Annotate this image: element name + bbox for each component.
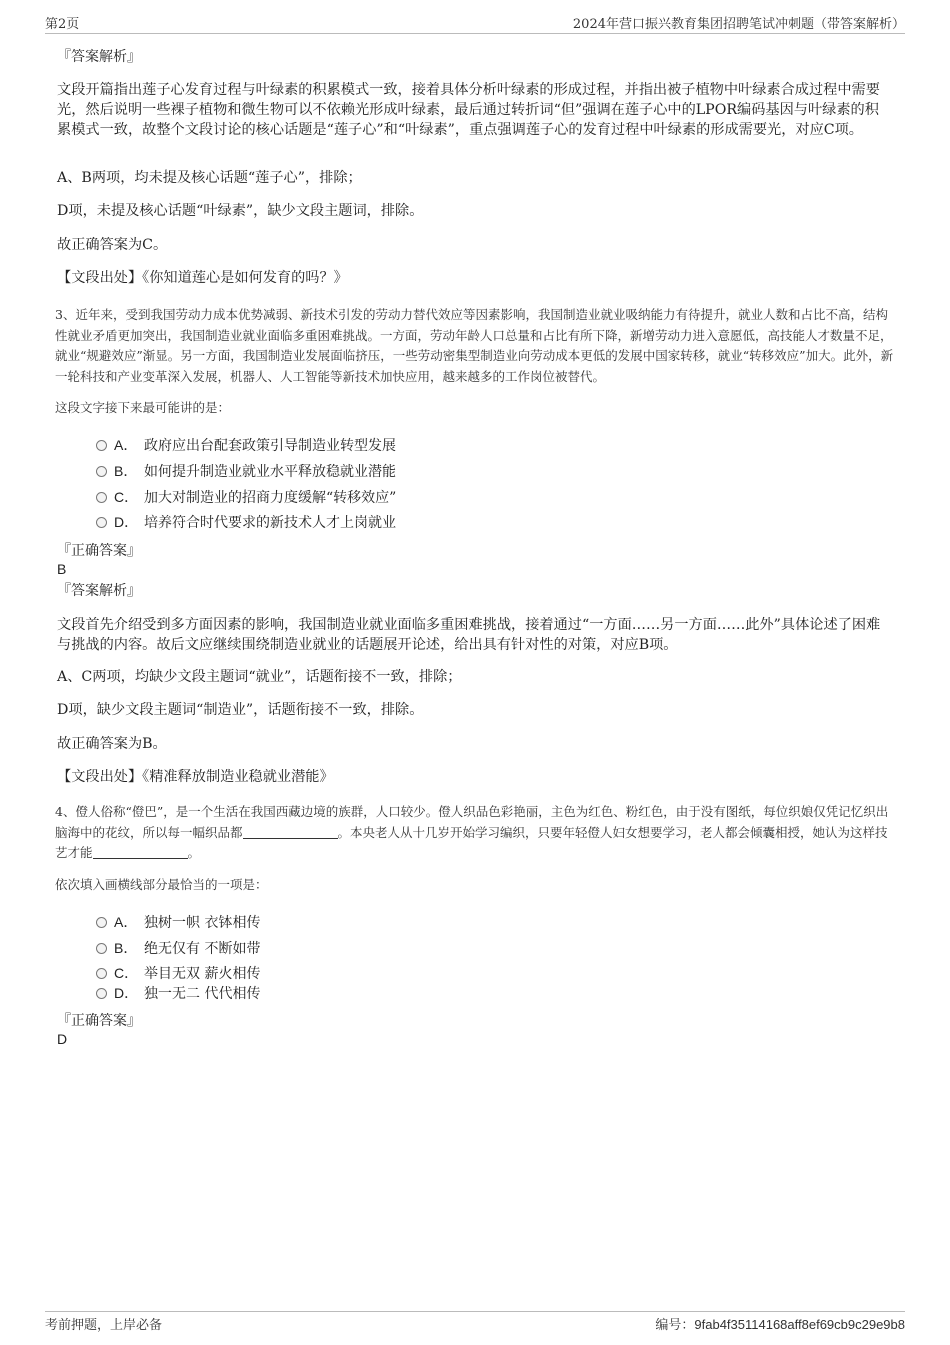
q4-option-b[interactable]: B． 绝无仅有 不断如带 xyxy=(96,939,260,958)
page-footer xyxy=(45,1314,905,1334)
q3-correct-label: 『正确答案』 xyxy=(57,543,141,559)
radio-icon[interactable] xyxy=(96,943,107,954)
q4-option-d[interactable]: D． 独一无二 代代相传 xyxy=(96,984,260,1003)
fill-blank-2[interactable] xyxy=(93,846,188,859)
page-header xyxy=(45,13,905,33)
q2-option-ab-note: A、B两项，均未提及核心话题“莲子心”，排除； xyxy=(57,170,362,186)
q3-option-c[interactable]: C． 加大对制造业的招商力度缓解“转移效应” xyxy=(96,488,396,507)
q3-analysis-label: 『答案解析』 xyxy=(57,583,141,599)
header-divider xyxy=(45,33,905,34)
radio-icon[interactable] xyxy=(96,466,107,477)
q4-stem: 4、僜人俗称“僜巴”，是一个生活在我国西藏边境的族群，人口较少。僜人织品色彩艳丽，主色为红色、粉红色，由于没有图纸，每位织娘仅凭记忆织出脑海中的花纹，所以每一幅织品都 。本央老人从十几岁开始学习编织，只要年轻僜人妇女想要学习，老人都会倾囊相授，她认为这样技艺才能 。 xyxy=(55,804,889,860)
footer-slogan: 考前押题，上岸必备 xyxy=(45,1318,163,1333)
fill-blank-1[interactable] xyxy=(243,826,338,839)
q2-option-d-note: D项，未提及核心话题“叶绿素”，缺少文段主题词，排除。 xyxy=(57,203,424,219)
q3-option-a[interactable]: A． 政府应出台配套政策引导制造业转型发展 xyxy=(96,436,396,455)
q3-conclusion: 故正确答案为B。 xyxy=(57,736,167,752)
q3-correct-answer: B xyxy=(57,561,67,577)
q2-analysis-text: 文段开篇指出莲子心发育过程与叶绿素的积累模式一致，接着具体分析叶绿素的形成过程，并指出被子植物中叶绿素合成过程中需要光，然后说明一些裸子植物和微生物可以不依赖光形成叶绿素，最后通过转折词“但”强调在莲子心中的LPOR编码基因与叶绿素的积累模式一致，故整个文段讨论的核心话题是“莲子心”和“叶绿素”，重点强调莲子心的发育过程中叶绿素的形成需要光，对应C项。 xyxy=(57,82,880,138)
q4-correct-label: 『正确答案』 xyxy=(57,1013,141,1029)
document-title: 2024年营口振兴教育集团招聘笔试冲刺题（带答案解析） xyxy=(572,17,905,32)
radio-icon[interactable] xyxy=(96,968,107,979)
q3-analysis-text: 文段首先介绍受到多方面因素的影响，我国制造业就业面临多重困难挑战，接着通过“一方面……另一方面……此外”具体论述了困难与挑战的内容。故后文应继续围绕制造业就业的话题展开论述，给出具有针对性的对策，对应B项。 xyxy=(57,617,881,653)
radio-icon[interactable] xyxy=(96,988,107,999)
q2-conclusion: 故正确答案为C。 xyxy=(57,237,168,253)
page-number: 第2页 xyxy=(45,17,80,32)
q3-stem: 3、近年来，受到我国劳动力成本优势减弱、新技术引发的劳动力替代效应等因素影响，我国制造业就业吸纳能力有待提升，就业人数和占比不高，结构性就业矛盾更加突出，我国制造业就业面临多重困难挑战。一方面，劳动年龄人口总量和占比有所下降，新增劳动力进入意愿低，高技能人才数量不足，就业“规避效应”渐显。另一方面，我国制造业发展面临挤压，一些劳动密集型制造业向劳动成本更低的发展中国家转移，就业“转移效应”加大。此外，新一轮科技和产业变革深入发展，机器人、人工智能等新技术加快应用，越来越多的工作岗位被替代。 xyxy=(55,307,894,384)
radio-icon[interactable] xyxy=(96,492,107,503)
q3-option-ac-note: A、C两项，均缺少文段主题词“就业”，话题衔接不一致，排除； xyxy=(57,669,462,685)
q4-question: 依次填入画横线部分最恰当的一项是： xyxy=(55,877,268,892)
q2-source: 【文段出处】《你知道莲心是如何发育的吗？》 xyxy=(57,270,348,286)
footer-code: 编号：9fab4f35114168aff8ef69cb9c29e9b8 xyxy=(655,1317,905,1333)
q3-option-d[interactable]: D． 培养符合时代要求的新技术人才上岗就业 xyxy=(96,513,396,532)
q3-option-d-note: D项，缺少文段主题词“制造业”，话题衔接不一致，排除。 xyxy=(57,702,424,718)
radio-icon[interactable] xyxy=(96,440,107,451)
q4-option-c[interactable]: C． 举目无双 薪火相传 xyxy=(96,964,260,983)
q3-source: 【文段出处】《精准释放制造业稳就业潜能》 xyxy=(57,769,334,785)
q4-option-a[interactable]: A． 独树一帜 衣钵相传 xyxy=(96,913,260,932)
radio-icon[interactable] xyxy=(96,517,107,528)
q3-question: 这段文字接下来最可能讲的是： xyxy=(55,400,231,415)
q3-option-b[interactable]: B． 如何提升制造业就业水平释放稳就业潜能 xyxy=(96,462,396,481)
radio-icon[interactable] xyxy=(96,917,107,928)
q2-analysis-label: 『答案解析』 xyxy=(57,49,141,65)
q4-correct-answer: D xyxy=(57,1031,68,1047)
footer-divider xyxy=(45,1311,905,1312)
